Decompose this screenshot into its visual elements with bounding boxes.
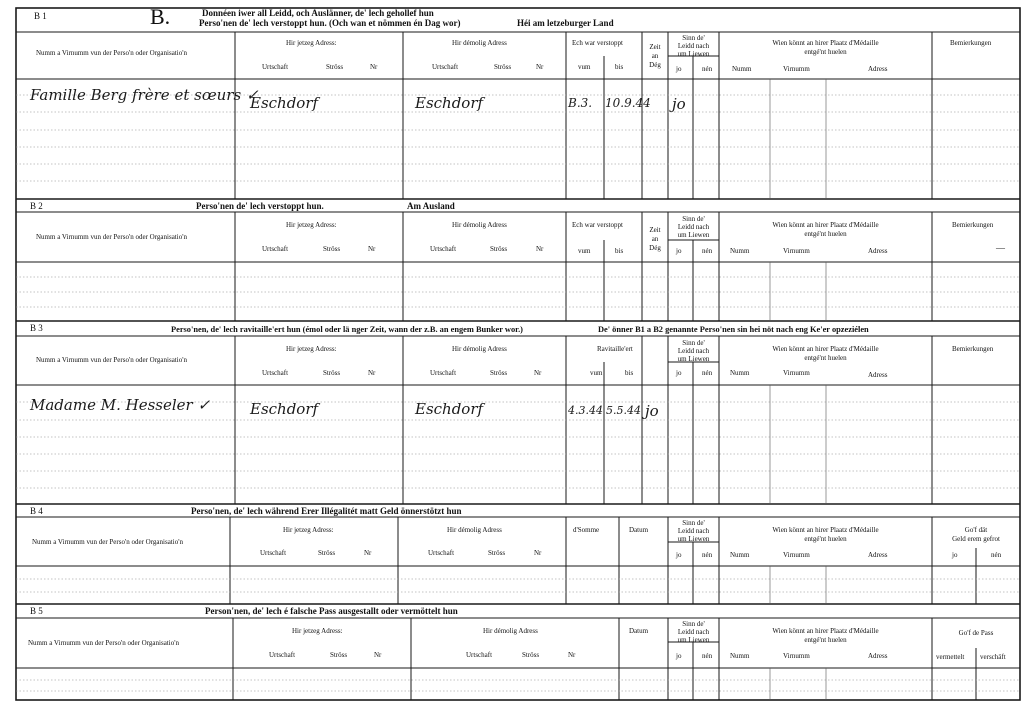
col-header-nr: Nr: [536, 245, 544, 253]
col-header-zeit-an: an: [651, 52, 659, 60]
col-header-bis: bis: [615, 63, 624, 71]
col-header-adress: Adress: [868, 65, 888, 73]
col-header-stross: Ströss: [330, 651, 348, 659]
col-header-leidd-1: Sinn de': [682, 215, 705, 223]
b3-handwritten-previous-address: Eschdorf: [415, 400, 484, 418]
section-code-b4: B 4: [30, 506, 43, 516]
col-header-leidd-1: Sinn de': [682, 519, 705, 527]
col-header-vum: vum: [590, 369, 603, 377]
col-header-jo: jo: [676, 65, 682, 73]
col-header-stross: Ströss: [494, 63, 512, 71]
col-header-stross: Ströss: [522, 651, 540, 659]
col-header-current-address: Hir jetzeg Adress:: [286, 39, 337, 47]
b3-title: Perso'nen, de' lech ravitaille'ert hun (émol oder lä nger Zeit, wann der z.B. an engem Bunker wor.): [171, 325, 523, 334]
col-header-medal-1: Wien könnt an hirer Plaatz d'Médaille: [772, 627, 879, 635]
col-header-urtschaft: Urtschaft: [428, 549, 455, 557]
b1-handwritten-vum: B.3.: [568, 96, 593, 110]
b3-handwritten-current-address: Eschdorf: [250, 400, 319, 418]
col-header-stross: Ströss: [323, 369, 341, 377]
col-header-datum: Datum: [629, 627, 649, 635]
section-code-b2: B 2: [30, 201, 43, 211]
col-header-current-address: Hir jetzeg Adress:: [283, 526, 334, 534]
b3-handwritten-jo: jo: [645, 402, 659, 420]
col-header-leidd-2: Leidd nach: [677, 527, 710, 535]
col-header-adress: Adress: [868, 652, 888, 660]
col-header-leidd-3: um Liewen: [677, 231, 710, 239]
b1-handwritten-current-address: Eschdorf: [250, 94, 319, 112]
col-header-leidd-3: um Liewen: [677, 535, 710, 543]
b3-handwritten-vum: 4.3.44: [568, 404, 603, 417]
col-header-leidd-2: Leidd nach: [677, 347, 710, 355]
col-header-virnumm: Virnumm: [783, 551, 810, 559]
col-header-zeit: Zeit: [649, 43, 661, 51]
b3-title-note: De' önner B1 a B2 genannte Perso'nen sin hei nöt nach eng Ke'er opzeziélen: [598, 325, 869, 334]
col-header-urtschaft: Urtschaft: [430, 369, 457, 377]
b1-handwritten-jo: jo: [672, 95, 686, 113]
col-header-numm: Numm: [732, 65, 752, 73]
col-header-bemierkungen: Bemierkungen: [952, 345, 994, 353]
col-header-previous-address: Hir démolig Adress: [447, 526, 502, 534]
col-header-urtschaft: Urtschaft: [260, 549, 287, 557]
col-header-gof-2: Geld erem gefrot: [952, 535, 1000, 543]
col-header-medal-2: entgé'nt huelen: [804, 535, 847, 543]
b1-title-line2: Perso'nen de' lech verstoppt hun. (Och wan et nömmen én Dag wor): [199, 18, 461, 28]
col-header-medal-1: Wien könnt an hirer Plaatz d'Médaille: [772, 526, 879, 534]
col-header-urtschaft: Urtschaft: [262, 63, 289, 71]
col-header-nen: nén: [702, 247, 713, 255]
col-header-virnumm: Virnumm: [783, 65, 810, 73]
col-header-medal-1: Wien könnt an hirer Plaatz d'Médaille: [772, 345, 879, 353]
col-header-bis: bis: [625, 369, 634, 377]
col-header-zeit-deg: Dég: [649, 61, 661, 69]
col-header-nr: Nr: [534, 549, 542, 557]
col-header-bemierkungen: Bemierkungen: [950, 39, 992, 47]
col-header-nr: Nr: [364, 549, 372, 557]
col-header-previous-address: Hir démolig Adress: [483, 627, 538, 635]
col-header-name: Numm a Virnumm vun der Perso'n oder Organisatio'n: [28, 639, 179, 647]
b1-title-line1: Donnéen iwer all Leidd, och Auslänner, de' lech gehollef hun: [202, 8, 434, 18]
col-header-nen: nén: [702, 369, 713, 377]
col-header-nen: nén: [991, 551, 1002, 559]
col-header-virnumm: Virnumm: [783, 652, 810, 660]
col-header-urtschaft: Urtschaft: [269, 651, 296, 659]
col-header-current-address: Hir jetzeg Adress:: [286, 345, 337, 353]
section-code-b3: B 3: [30, 323, 43, 333]
col-header-numm: Numm: [730, 247, 750, 255]
col-header-name: Numm a Virnumm vun der Perso'n oder Organisatio'n: [36, 49, 187, 57]
col-header-current-address: Hir jetzeg Adress:: [292, 627, 343, 635]
col-header-stross: Ströss: [323, 245, 341, 253]
b1-title-line3: Héi am letzeburger Land: [517, 18, 614, 28]
col-header-leidd-2: Leidd nach: [677, 628, 710, 636]
col-header-nr: Nr: [568, 651, 576, 659]
col-header-vermettelt: vermettelt: [936, 653, 965, 661]
col-header-numm: Numm: [730, 551, 750, 559]
col-header-numm: Numm: [730, 652, 750, 660]
col-header-nr: Nr: [534, 369, 542, 377]
col-header-vum: vum: [578, 247, 591, 255]
b4-title: Perso'nen, de' lech während Erer Illégalitét matt Geld önnerstötzt hun: [191, 506, 462, 516]
col-header-medal-2: entgé'nt huelen: [804, 48, 847, 56]
b1-handwritten-previous-address: Eschdorf: [415, 94, 484, 112]
col-header-hidden: Ech war verstoppt: [572, 39, 623, 47]
col-header-stross: Ströss: [318, 549, 336, 557]
col-header-nen: nén: [702, 652, 713, 660]
col-header-jo: jo: [952, 551, 958, 559]
col-header-nr: Nr: [536, 63, 544, 71]
b2-title: Perso'nen de' lech verstoppt hun.: [196, 201, 324, 211]
col-header-stross: Ströss: [326, 63, 344, 71]
col-header-gof-pass: Go'f de Pass: [958, 629, 994, 637]
col-header-bemierkungen: Bemierkungen: [952, 221, 994, 229]
col-header-medal-1: Wien könnt an hirer Plaatz d'Médaille: [772, 221, 879, 229]
col-header-hidden: Ech war verstoppt: [572, 221, 623, 229]
col-header-virnumm: Virnumm: [783, 247, 810, 255]
col-header-adress: Adress: [868, 247, 888, 255]
col-header-name: Numm a Virnumm vun der Perso'n oder Organisatio'n: [32, 538, 183, 546]
col-header-jo: jo: [676, 551, 682, 559]
col-header-jo: jo: [676, 652, 682, 660]
b1-handwritten-name: Famille Berg frère et sœurs ✓: [30, 86, 259, 104]
col-header-previous-address: Hir démolig Adress: [452, 221, 507, 229]
col-header-zeit-an: an: [651, 235, 659, 243]
col-header-leidd-1: Sinn de': [682, 34, 705, 42]
col-header-medal-2: entgé'nt huelen: [804, 354, 847, 362]
col-header-name: Numm a Virnumm vun der Perso'n oder Organisatio'n: [36, 356, 187, 364]
col-header-urtschaft: Urtschaft: [430, 245, 457, 253]
col-header-jo: jo: [676, 369, 682, 377]
col-header-medal-2: entgé'nt huelen: [804, 230, 847, 238]
col-header-urtschaft: Urtschaft: [262, 369, 289, 377]
col-header-jo: jo: [676, 247, 682, 255]
col-header-nr: Nr: [368, 245, 376, 253]
b1-handwritten-bis: 10.9.44: [605, 96, 651, 110]
col-header-bis: bis: [615, 247, 624, 255]
section-code-b1: B 1: [34, 11, 47, 21]
b2-title-location: Am Ausland: [407, 201, 455, 211]
col-header-ravitailleert: Ravitaille'ert: [597, 345, 633, 353]
col-header-zeit-deg: Dég: [649, 244, 661, 252]
col-header-leidd-2: Leidd nach: [677, 42, 710, 50]
b3-handwritten-name: Madame M. Hesseler ✓: [30, 396, 211, 414]
b5-title: Person'nen, de' lech é falsche Pass ausgestallt oder vermöttelt hun: [205, 606, 458, 616]
col-header-nen: nén: [702, 65, 713, 73]
b3-handwritten-bis: 5.5.44: [606, 404, 641, 417]
col-header-leidd-3: um Liewen: [677, 50, 710, 58]
col-header-vum: vum: [578, 63, 591, 71]
b2-remark-dash: —: [996, 243, 1005, 253]
col-header-zeit: Zeit: [649, 226, 661, 234]
col-header-leidd-2: Leidd nach: [677, 223, 710, 231]
form-letter: B.: [150, 4, 171, 29]
col-header-stross: Ströss: [490, 369, 508, 377]
col-header-stross: Ströss: [488, 549, 506, 557]
col-header-somme: d'Somme: [573, 526, 600, 534]
col-header-nr: Nr: [374, 651, 382, 659]
col-header-virnumm: Virnumm: [783, 369, 810, 377]
col-header-adress: Adress: [868, 371, 888, 379]
col-header-nr: Nr: [368, 369, 376, 377]
col-header-urtschaft: Urtschaft: [432, 63, 459, 71]
col-header-urtschaft: Urtschaft: [466, 651, 493, 659]
col-header-previous-address: Hir démolig Adress: [452, 345, 507, 353]
section-code-b5: B 5: [30, 606, 43, 616]
col-header-name: Numm a Virnumm vun der Perso'n oder Organisatio'n: [36, 233, 187, 241]
col-header-medal-1: Wien könnt an hirer Plaatz d'Médaille: [772, 39, 879, 47]
col-header-nr: Nr: [370, 63, 378, 71]
col-header-previous-address: Hir démolig Adress: [452, 39, 507, 47]
col-header-leidd-3: um Liewen: [677, 355, 710, 363]
col-header-adress: Adress: [868, 551, 888, 559]
col-header-leidd-1: Sinn de': [682, 339, 705, 347]
col-header-urtschaft: Urtschaft: [262, 245, 289, 253]
col-header-medal-2: entgé'nt huelen: [804, 636, 847, 644]
col-header-current-address: Hir jetzeg Adress:: [286, 221, 337, 229]
col-header-gof: Go'f dät: [964, 526, 988, 534]
col-header-leidd-1: Sinn de': [682, 620, 705, 628]
col-header-numm: Numm: [730, 369, 750, 377]
col-header-stross: Ströss: [490, 245, 508, 253]
col-header-leidd-3: um Liewen: [677, 636, 710, 644]
col-header-nen: nén: [702, 551, 713, 559]
col-header-verschaft: verschäft: [980, 653, 1006, 661]
col-header-datum: Datum: [629, 526, 649, 534]
